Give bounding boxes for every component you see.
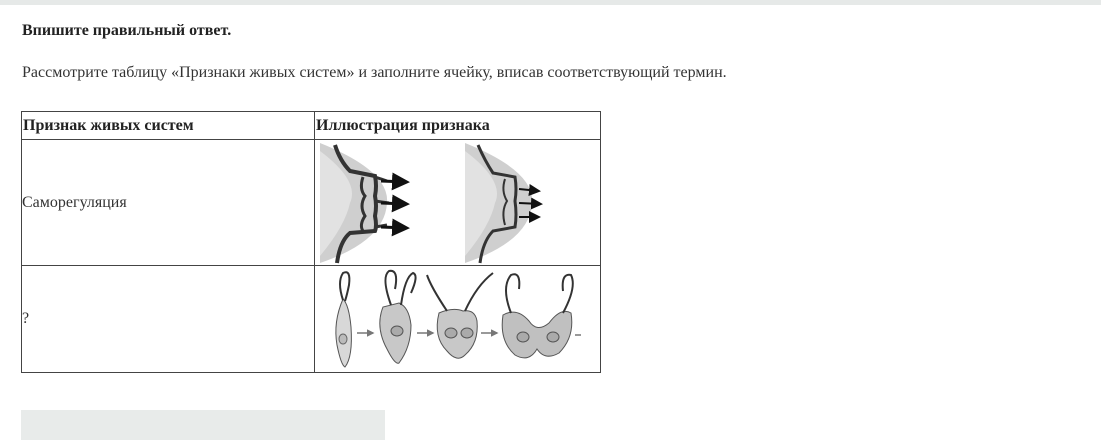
table-header-row: [22, 112, 601, 140]
column-header-illustration: Иллюстрация признака: [315, 112, 601, 140]
table-row: [22, 140, 601, 266]
answer-input[interactable]: [21, 410, 385, 440]
illustration-cell: [315, 266, 601, 373]
feature-cell: Саморегуляция: [22, 140, 315, 266]
table-row: [22, 266, 601, 373]
task-title: Впишите правильный ответ.: [22, 22, 232, 39]
task-prompt: Рассмотрите таблицу «Признаки живых систем» и заполните ячейку, вписав соответствующий термин.: [22, 64, 727, 81]
capillary-constriction-illustration: [315, 141, 599, 265]
column-header-feature: Признак живых систем: [22, 112, 315, 140]
top-strip: [0, 0, 1101, 5]
illustration-cell: [315, 140, 601, 266]
feature-cell: ?: [22, 266, 315, 373]
features-table: [21, 111, 601, 373]
euglena-division-illustration: [315, 267, 599, 372]
